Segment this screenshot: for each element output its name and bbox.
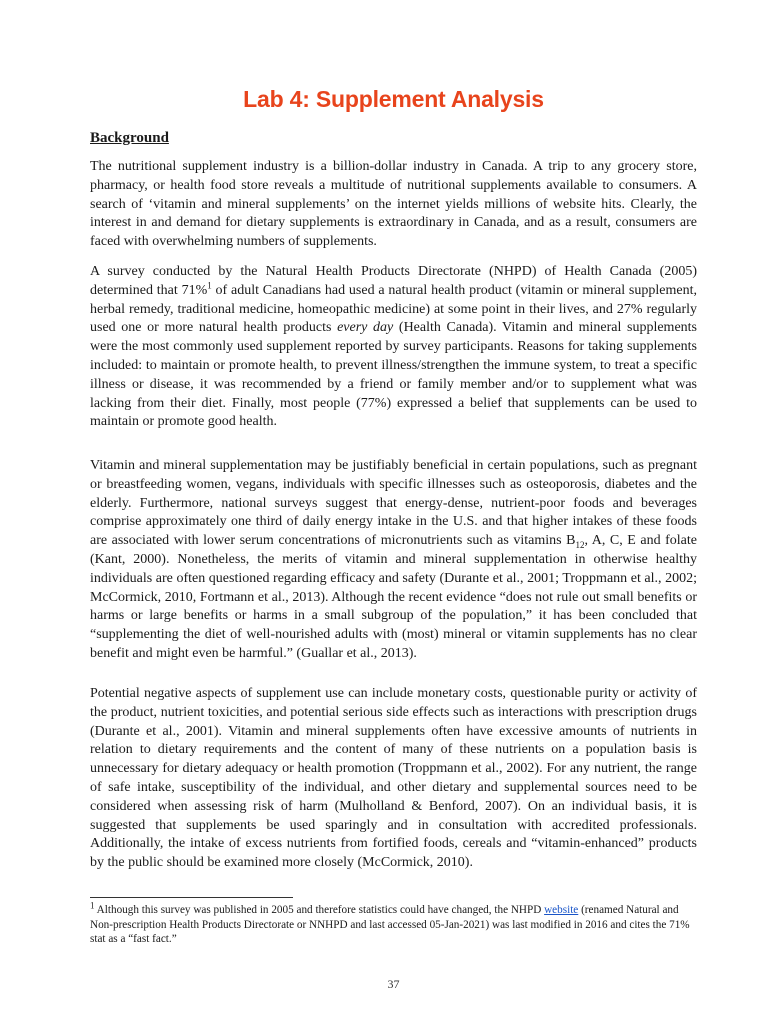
survey-text-part1: A survey conducted by the Natural Health Products Directorate (NHPD) of Health Canada (2005) determined that 71% [90,264,697,298]
supplementation-text-part1: Vitamin and mineral supplementation may be justifiably beneficial in certain populations, such as pregnant or breastfeeding women, vegans, individuals with specific illnesses such as osteoporosis, diabetes and the elderly. Furthermore, national surveys suggest that energy-dense, nutrient-poor foods and beverages comprise approximately one third of daily energy intake in the U.S. and that higher intakes of these foods are associated with lower serum concentrations of micronutrients such as vitamins B [90,458,697,549]
survey-text-part3: (Health Canada). Vitamin and mineral supplements were the most commonly used supplement reported by survey participants. Reasons for taking supplements included: to maintain or promote health, to prevent illness/strengthen the immune system, to treat a specific illness or disease, it was recommended by a friend or family member and/or to supplement what was lacking from their diet. Finally, most people (77%) expressed a belief that supplements can be used to maintain or promote good health. [90,320,697,430]
paragraph-intro: The nutritional supplement industry is a billion-dollar industry in Canada. A trip to any grocery store, pharmacy, or health food store reveals a multitude of nutritional supplements available to consumers. A search of ‘vitamin and mineral supplements’ on the internet yields millions of website hits. Clearly, the interest in and demand for dietary supplements is extraordinary in Canada, and as a result, consumers are faced with overwhelming numbers of supplements. [90,159,697,250]
paragraph-supplementation [90,457,697,664]
supplementation-text-part2: , A, C, E and folate (Kant, 2000). Nonetheless, the merits of vitamin and mineral supplementation in otherwise healthy individuals are often questioned regarding efficacy and safety (Durante et al., 2001; Troppmann et al., 2002; McCormick, 2010, Fortmann et al., 2013). Although the recent evidence “does not rule out small benefits or harms or large benefits or harms in a small subgroup of the population,” it has been concluded that “supplementing the diet of well-nourished adults with (most) mineral or vitamin supplements has no clear benefit and might even be harmful.” (Guallar et al., 2013). [90,533,697,661]
page-title: Lab 4: Supplement Analysis [243,86,544,112]
document-page [90,0,697,1024]
paragraph-survey [90,263,697,432]
emphasis-every-day: every day [337,320,394,336]
footnote-separator [90,897,293,898]
footnote-text-part1: Although this survey was published in 2005 and therefore statistics could have changed, the NHPD [94,904,545,916]
footnote [90,900,697,947]
paragraph-negative-aspects: Potential negative aspects of supplement use can include monetary costs, questionable purity or activity of the product, nutrient toxicities, and potential serious side effects such as interactions with prescription drugs (Durante et al., 2001). Vitamin and mineral supplements often have excessive amounts of nutrients in relation to dietary requirements and the content of many of these nutrients on a population basis is unnecessary for dietary adequacy or health promotion (Troppmann et al., 2002). For any nutrient, the range of safe intake, susceptibility of the individual, and other dietary and supplemental sources need to be considered when assessing risk of harm (Mulholland & Benford, 2007). On an individual basis, it is suggested that supplements be used sparingly and in consultation with accredited professionals. Additionally, the intake of excess nutrients from fortified foods, cereals and “vitamin-enhanced” products by the public should be examined more closely (McCormick, 2010). [90,686,697,871]
page-number: 37 [387,977,400,991]
footnote-text-part2: (renamed Natural and Non-prescription Health Products Directorate or NNHPD and last accessed 05-Jan-2021) was last modified in 2016 and cites the 71% stat as a “fast fact.” [90,904,690,945]
vitamin-b12-subscript: 12 [575,539,585,550]
section-heading: Background [90,130,169,146]
nhpd-website-link[interactable]: website [544,904,579,916]
footnote-reference: 1 [207,280,212,291]
survey-text-part2: of adult Canadians had used a natural health product (vitamin or mineral supplement, herbal remedy, traditional medicine, homeopathic medicine) at some point in their lives, and 27% regularly used one or more natural health products [90,282,697,336]
footnote-marker: 1 [90,900,95,911]
